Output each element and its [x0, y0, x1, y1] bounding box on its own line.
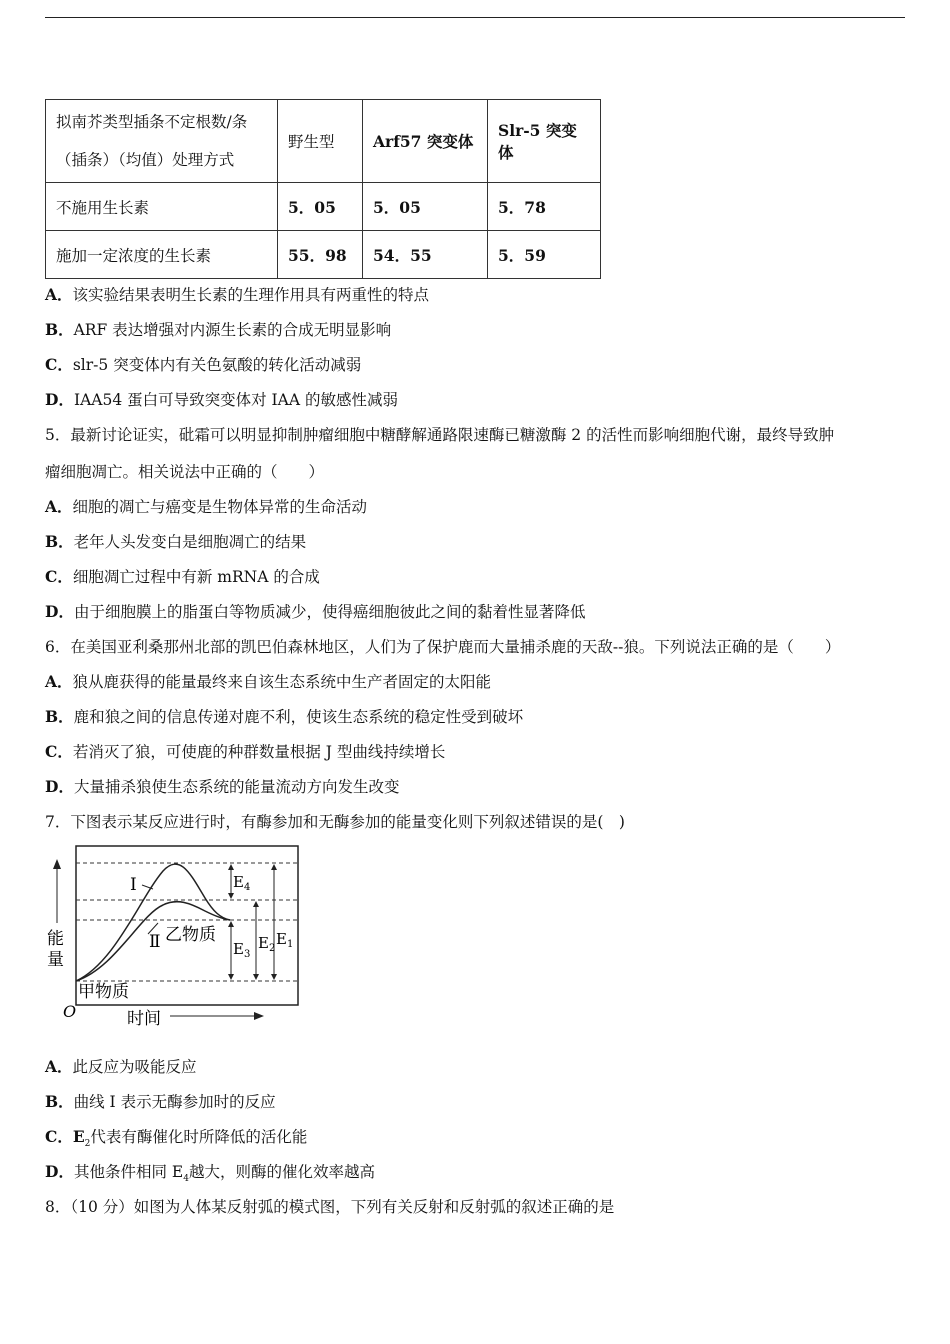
table-header-cell	[46, 100, 278, 183]
q4-option-d	[45, 390, 398, 410]
table-cell: 5．78	[488, 183, 601, 231]
option-label: B．	[45, 1092, 74, 1111]
table-cell: 5．59	[488, 231, 601, 279]
option-text: 大量捕杀狼使生态系统的能量流动方向发生改变	[73, 778, 400, 796]
table-cell: 施加一定浓度的生长素	[46, 231, 278, 279]
option-text: 狼从鹿获得的能量最终来自该生态系统中生产者固定的太阳能	[72, 673, 492, 691]
option-label: C．	[45, 355, 73, 374]
curve-1-label: Ⅰ	[130, 875, 137, 895]
table-cell: 不施用生长素	[46, 183, 278, 231]
e4-label	[233, 873, 250, 893]
table-cell: 55．98	[278, 231, 363, 279]
header-line-2: （插条）（均值）处理方式	[56, 151, 235, 169]
energy-diagram-svg	[45, 843, 305, 1033]
y-label-1: 能	[47, 929, 64, 949]
origin-label: O	[63, 1002, 77, 1021]
e3-letter: E	[233, 940, 244, 958]
q5-option-b	[45, 532, 306, 552]
table-header-cell: Slr-5 突变体	[488, 100, 601, 183]
q7-option-a	[45, 1057, 197, 1077]
e1-label	[276, 930, 293, 950]
q6-option-b	[45, 707, 523, 727]
q6-option-d	[45, 777, 399, 797]
q7-stem: 7．下图表示某反应进行时，有酶参加和无酶参加的能量变化则下列叙述错误的是( )	[45, 813, 625, 831]
table-row	[46, 231, 601, 279]
option-text: 若消灭了狼，可使鹿的种群数量根据 J 型曲线持续增长	[72, 743, 446, 761]
option-label: D．	[45, 602, 74, 621]
e3-subscript: 3	[243, 949, 251, 960]
substrate-label: 甲物质	[78, 982, 129, 1002]
option-label: A．	[45, 672, 73, 691]
q6-option-c	[45, 742, 445, 762]
q5-stem-line-2: 瘤细胞凋亡。相关说法中正确的（ ）	[45, 463, 325, 481]
q5-option-d	[45, 602, 585, 622]
option-text: 代表有酶催化时所降低的活化能	[90, 1128, 308, 1146]
option-label: C．	[45, 1127, 73, 1146]
e4-subscript: 4	[243, 882, 251, 893]
curve-2-label: Ⅱ	[149, 932, 161, 952]
option-label: C．	[45, 567, 73, 586]
table-cell: 5．05	[278, 183, 363, 231]
q5-option-c	[45, 567, 320, 587]
option-text: 此反应为吸能反应	[72, 1058, 197, 1076]
option-text: IAA54 蛋白可导致突变体对 IAA 的敏感性减弱	[73, 391, 398, 409]
q5-option-a	[45, 497, 367, 517]
q7-option-b	[45, 1092, 276, 1112]
q4-option-a	[45, 285, 429, 305]
option-text: 细胞的凋亡与癌变是生物体异常的生命活动	[72, 498, 368, 516]
table-header-cell: 野生型	[278, 100, 363, 183]
option-label: A．	[45, 285, 73, 304]
header-rule	[45, 17, 905, 18]
option-text: 由于细胞膜上的脂蛋白等物质减少，使得癌细胞彼此之间的黏着性显著降低	[73, 603, 586, 621]
option-text: 鹿和狼之间的信息传递对鹿不利，使该生态系统的稳定性受到破坏	[73, 708, 524, 726]
option-text: 越大，则酶的催化效率越高	[188, 1163, 375, 1181]
x-label: 时间	[127, 1009, 161, 1029]
option-label: D．	[45, 777, 74, 796]
option-label: D．	[45, 390, 74, 409]
option-label: B．	[45, 707, 74, 726]
option-subscript: 2	[84, 1139, 91, 1150]
energy-diagram	[45, 843, 305, 1033]
option-label: A．	[45, 497, 73, 516]
option-label: A．	[45, 1057, 73, 1076]
q6-option-a	[45, 672, 491, 692]
x-axis-arrowhead	[254, 1012, 264, 1020]
header-line-1: 拟南芥类型插条不定根数/条	[56, 113, 248, 131]
table-cell: 5．05	[363, 183, 488, 231]
option-label: B．	[45, 532, 74, 551]
e1-letter: E	[276, 930, 287, 948]
option-text: 细胞凋亡过程中有新 mRNA 的合成	[72, 568, 320, 586]
q7-option-d	[45, 1162, 375, 1189]
table-cell: 54．55	[363, 231, 488, 279]
results-table	[45, 99, 601, 279]
table-row	[46, 183, 601, 231]
option-text: ARF 表达增强对内源生长素的合成无明显影响	[73, 321, 392, 339]
option-text: 曲线 I 表示无酶参加时的反应	[73, 1093, 276, 1111]
e2-letter: E	[258, 934, 269, 952]
curve-1	[76, 864, 230, 981]
e1-subscript: 1	[286, 939, 294, 950]
table-header-row	[46, 100, 601, 183]
q8-stem: 8．（10 分）如图为人体某反射弧的模式图，下列有关反射和反射弧的叙述正确的是	[45, 1198, 615, 1216]
option-subscript: 4	[183, 1174, 189, 1185]
option-label: C．	[45, 742, 73, 761]
q4-option-b	[45, 320, 391, 340]
table-header-cell: Arf57 突变体	[363, 100, 488, 183]
option-label: B．	[45, 320, 74, 339]
option-text-e: E	[72, 1127, 85, 1146]
y-axis-arrowhead	[53, 859, 61, 869]
option-text: 其他条件相同 E	[73, 1163, 184, 1181]
q6-stem: 6．在美国亚利桑那州北部的凯巴伯森林地区，人们为了保护鹿而大量捕杀鹿的天敌--狼。下列说法正确的是（ ）	[45, 638, 841, 656]
option-text: 老年人头发变白是细胞凋亡的结果	[73, 533, 307, 551]
option-label: D．	[45, 1162, 74, 1181]
option-text: 该实验结果表明生长素的生理作用具有两重性的特点	[72, 286, 430, 304]
e4-letter: E	[233, 873, 244, 891]
e3-label	[233, 940, 250, 960]
e2-label	[258, 934, 275, 954]
q5-stem-line-1: 5．最新讨论证实，砒霜可以明显抑制肿瘤细胞中糖酵解通路限速酶已糖激酶 2 的活性而影响细胞代谢，最终导致肿	[45, 426, 835, 444]
product-label: 乙物质	[165, 925, 216, 945]
y-label-2: 量	[47, 950, 64, 970]
q7-option-c	[45, 1127, 307, 1154]
e2-subscript: 2	[268, 943, 276, 954]
option-text: slr-5 突变体内有关色氨酸的转化活动减弱	[72, 356, 362, 374]
q4-option-c	[45, 355, 361, 375]
